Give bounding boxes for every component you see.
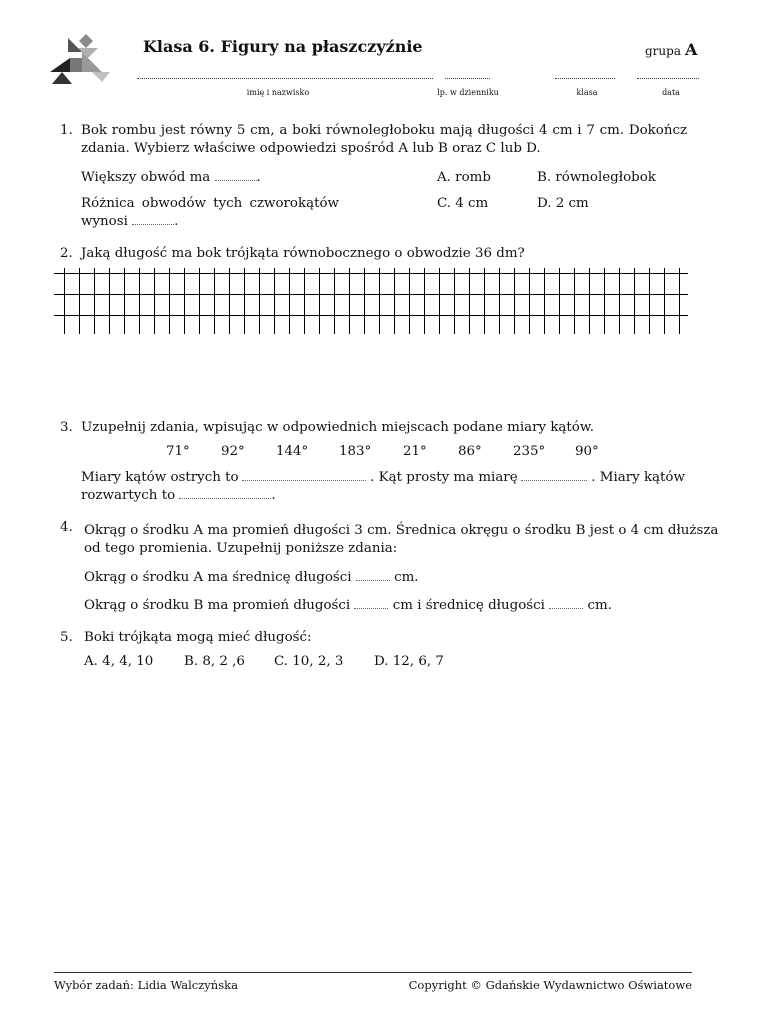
q3-obtuse-blank[interactable]: [179, 486, 271, 499]
q3-part2: . Kąt prosty ma miarę: [370, 470, 518, 485]
name-field-label: imię i nazwisko: [246, 88, 310, 97]
date-field[interactable]: [637, 72, 699, 79]
q1-option-b[interactable]: B. równoległobok: [537, 170, 656, 185]
q4-s2-middle: cm i średnicę długości: [392, 598, 545, 613]
q1-answer-blank-2[interactable]: [132, 212, 174, 225]
footer-copyright: Copyright © Gdańskie Wydawnictwo Oświatowe: [408, 978, 692, 992]
q3-part4: rozwartych to: [81, 488, 176, 503]
q1-statement-2-line2: wynosi .: [81, 214, 179, 229]
q1-number: 1.: [60, 123, 73, 138]
q4-s2-text: Okrąg o środku B ma promień długości: [84, 598, 351, 613]
q3-part5: .: [271, 488, 276, 503]
date-field-label: data: [662, 88, 680, 97]
worksheet-title: Klasa 6. Figury na płaszczyźnie: [143, 37, 423, 56]
q3-number: 3.: [60, 420, 73, 435]
q3-text: Uzupełnij zdania, wpisując w odpowiednich miejscach podane miary kątów.: [81, 420, 594, 435]
q4-diameter-b-blank[interactable]: [549, 596, 583, 609]
tangram-logo: [48, 34, 112, 86]
q2-number: 2.: [60, 246, 73, 261]
angle-value: 21°: [403, 444, 427, 459]
q4-number: 4.: [60, 520, 73, 535]
angle-value: 86°: [458, 444, 482, 459]
q3-sentence-line1: [81, 468, 685, 487]
q3-sentence-line2: [81, 486, 276, 505]
class-field-label: klasa: [576, 88, 598, 97]
q5-option-b[interactable]: B. 8, 2 ,6: [184, 654, 245, 669]
footer-divider: [54, 972, 692, 973]
q2-text: Jaką długość ma bok trójkąta równobocznego o obwodzie 36 dm?: [81, 246, 525, 261]
q4-radius-b-blank[interactable]: [354, 596, 388, 609]
q5-text: Boki trójkąta mogą mieć długość:: [84, 630, 312, 645]
group-letter: A: [684, 40, 698, 59]
q4-s2-unit: cm.: [587, 598, 612, 613]
q1-text-line1: Bok rombu jest równy 5 cm, a boki równoległoboku mają długości 4 cm i 7 cm. Dokończ: [81, 123, 687, 138]
q1-statement-2-text: wynosi: [81, 214, 128, 229]
q1-text-line2: zdania. Wybierz właściwe odpowiedzi spośród A lub B oraz C lub D.: [81, 141, 541, 156]
q4-line1: Okrąg o środku A ma promień długości 3 cm. Średnica okręgu o środku B jest o 4 cm dłuższa: [84, 523, 719, 538]
angle-value: 144°: [276, 444, 309, 459]
q1-option-a[interactable]: A. romb: [437, 170, 491, 185]
q4-sentence-2: [84, 596, 612, 615]
q1-statement-1: Większy obwód ma .: [81, 170, 261, 185]
register-number-label: lp. w dzienniku: [437, 88, 499, 97]
q1-option-c[interactable]: C. 4 cm: [437, 196, 489, 211]
angle-value: 183°: [339, 444, 372, 459]
q4-diameter-a-blank[interactable]: [356, 568, 390, 581]
q4-s1-text: Okrąg o środku A ma średnicę długości: [84, 570, 352, 585]
q5-option-c[interactable]: C. 10, 2, 3: [274, 654, 344, 669]
answer-grid[interactable]: [54, 268, 688, 334]
angle-value: 92°: [221, 444, 245, 459]
q4-line2: od tego promienia. Uzupełnij poniższe zdania:: [84, 541, 398, 556]
q1-statement-1-text: Większy obwód ma: [81, 170, 211, 185]
q3-right-angle-blank[interactable]: [521, 468, 587, 481]
angle-value: 71°: [166, 444, 190, 459]
footer-author: Wybór zadań: Lidia Walczyńska: [54, 978, 238, 992]
name-field[interactable]: [137, 72, 433, 79]
q3-part1: Miary kątów ostrych to: [81, 470, 239, 485]
q3-part3: . Miary kątów: [591, 470, 685, 485]
class-field[interactable]: [555, 72, 615, 79]
q5-option-d[interactable]: D. 12, 6, 7: [374, 654, 444, 669]
angle-value: 235°: [513, 444, 546, 459]
q5-option-a[interactable]: A. 4, 4, 10: [84, 654, 154, 669]
angle-list: [166, 442, 599, 461]
register-number-field[interactable]: [445, 72, 490, 79]
q5-number: 5.: [60, 630, 73, 645]
q1-statement-2-line1: Różnica obwodów tych czworokątów: [81, 196, 339, 211]
group-label: [645, 40, 697, 59]
q1-option-d[interactable]: D. 2 cm: [537, 196, 589, 211]
q3-acute-blank[interactable]: [242, 468, 366, 481]
q4-sentence-1: [84, 568, 419, 587]
q4-s1-unit: cm.: [394, 570, 419, 585]
q1-answer-blank-1[interactable]: [215, 168, 257, 181]
angle-value: 90°: [575, 444, 599, 459]
group-label-text: grupa: [645, 44, 681, 58]
